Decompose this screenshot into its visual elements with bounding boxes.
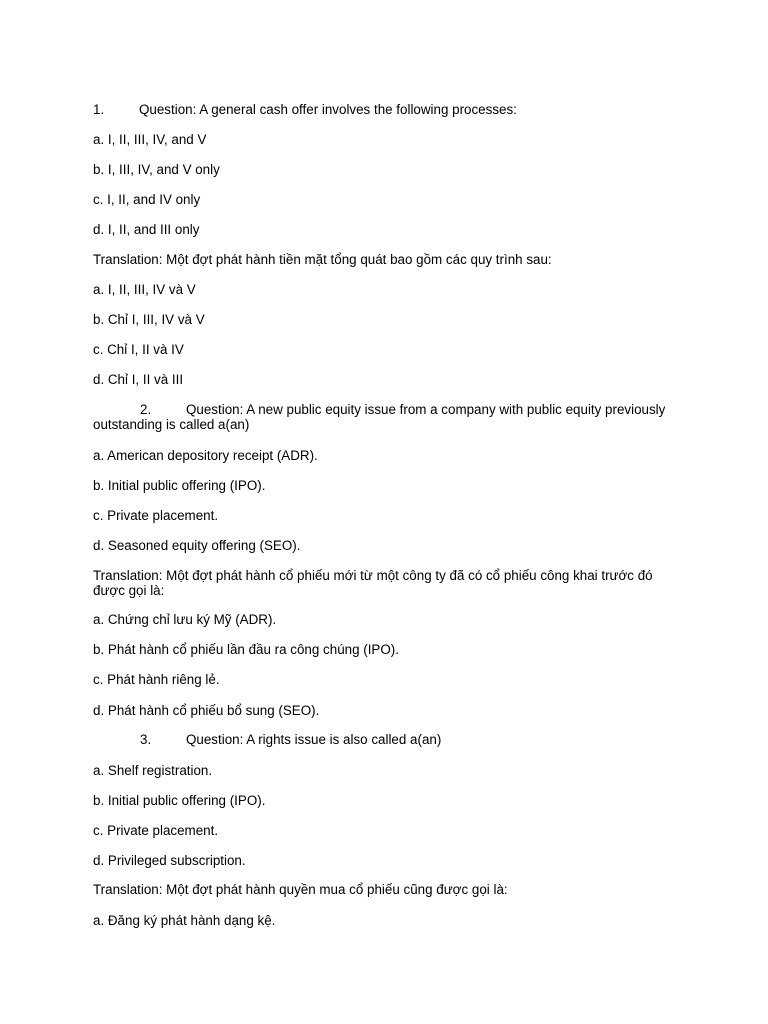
- translation: Translation: Một đợt phát hành quyền mua cổ phiếu cũng được gọi là:: [93, 882, 508, 897]
- option: d. Privileged subscription.: [93, 853, 246, 868]
- translation-option: b. Phát hành cổ phiếu lần đầu ra công chúng (IPO).: [93, 642, 399, 657]
- option: b. Initial public offering (IPO).: [93, 478, 266, 493]
- translation-option: b. Chỉ I, III, IV và V: [93, 312, 205, 327]
- translation-option: c. Chỉ I, II và IV: [93, 342, 184, 357]
- question-3: [93, 732, 683, 747]
- translation-option: c. Phát hành riêng lẻ.: [93, 672, 220, 687]
- question-text: Question: A general cash offer involves the following processes:: [139, 102, 517, 117]
- question-number: 2.: [140, 402, 152, 417]
- question-number: 3.: [140, 732, 152, 747]
- option: c. Private placement.: [93, 823, 219, 838]
- translation-option: a. Chứng chỉ lưu ký Mỹ (ADR).: [93, 612, 277, 627]
- option: c. I, II, and IV only: [93, 192, 201, 207]
- question-text: Question: A rights issue is also called a(an): [186, 732, 442, 747]
- translation-option: a. I, II, III, IV và V: [93, 282, 196, 297]
- option: d. I, II, and III only: [93, 222, 200, 237]
- question-1: [93, 102, 683, 117]
- question-number: 1.: [93, 102, 105, 117]
- translation-option: d. Chỉ I, II và III: [93, 372, 184, 387]
- option: a. I, II, III, IV, and V: [93, 132, 207, 147]
- translation-option: d. Phát hành cổ phiếu bổ sung (SEO).: [93, 703, 320, 718]
- option: a. American depository receipt (ADR).: [93, 448, 318, 463]
- option: d. Seasoned equity offering (SEO).: [93, 538, 301, 553]
- translation: Translation: Một đợt phát hành cổ phiếu mới từ một công ty đã có cổ phiếu công khai trước đó được gọi là:: [93, 568, 653, 598]
- question-text: Question: A new public equity issue from a company with public equity previously outstanding is called a(an): [93, 402, 666, 432]
- translation-option: a. Đăng ký phát hành dạng kệ.: [93, 913, 276, 928]
- question-2: [93, 402, 683, 432]
- option: b. Initial public offering (IPO).: [93, 793, 266, 808]
- option: b. I, III, IV, and V only: [93, 162, 220, 177]
- option: c. Private placement.: [93, 508, 219, 523]
- translation: Translation: Một đợt phát hành tiền mặt tổng quát bao gồm các quy trình sau:: [93, 252, 552, 267]
- option: a. Shelf registration.: [93, 763, 213, 778]
